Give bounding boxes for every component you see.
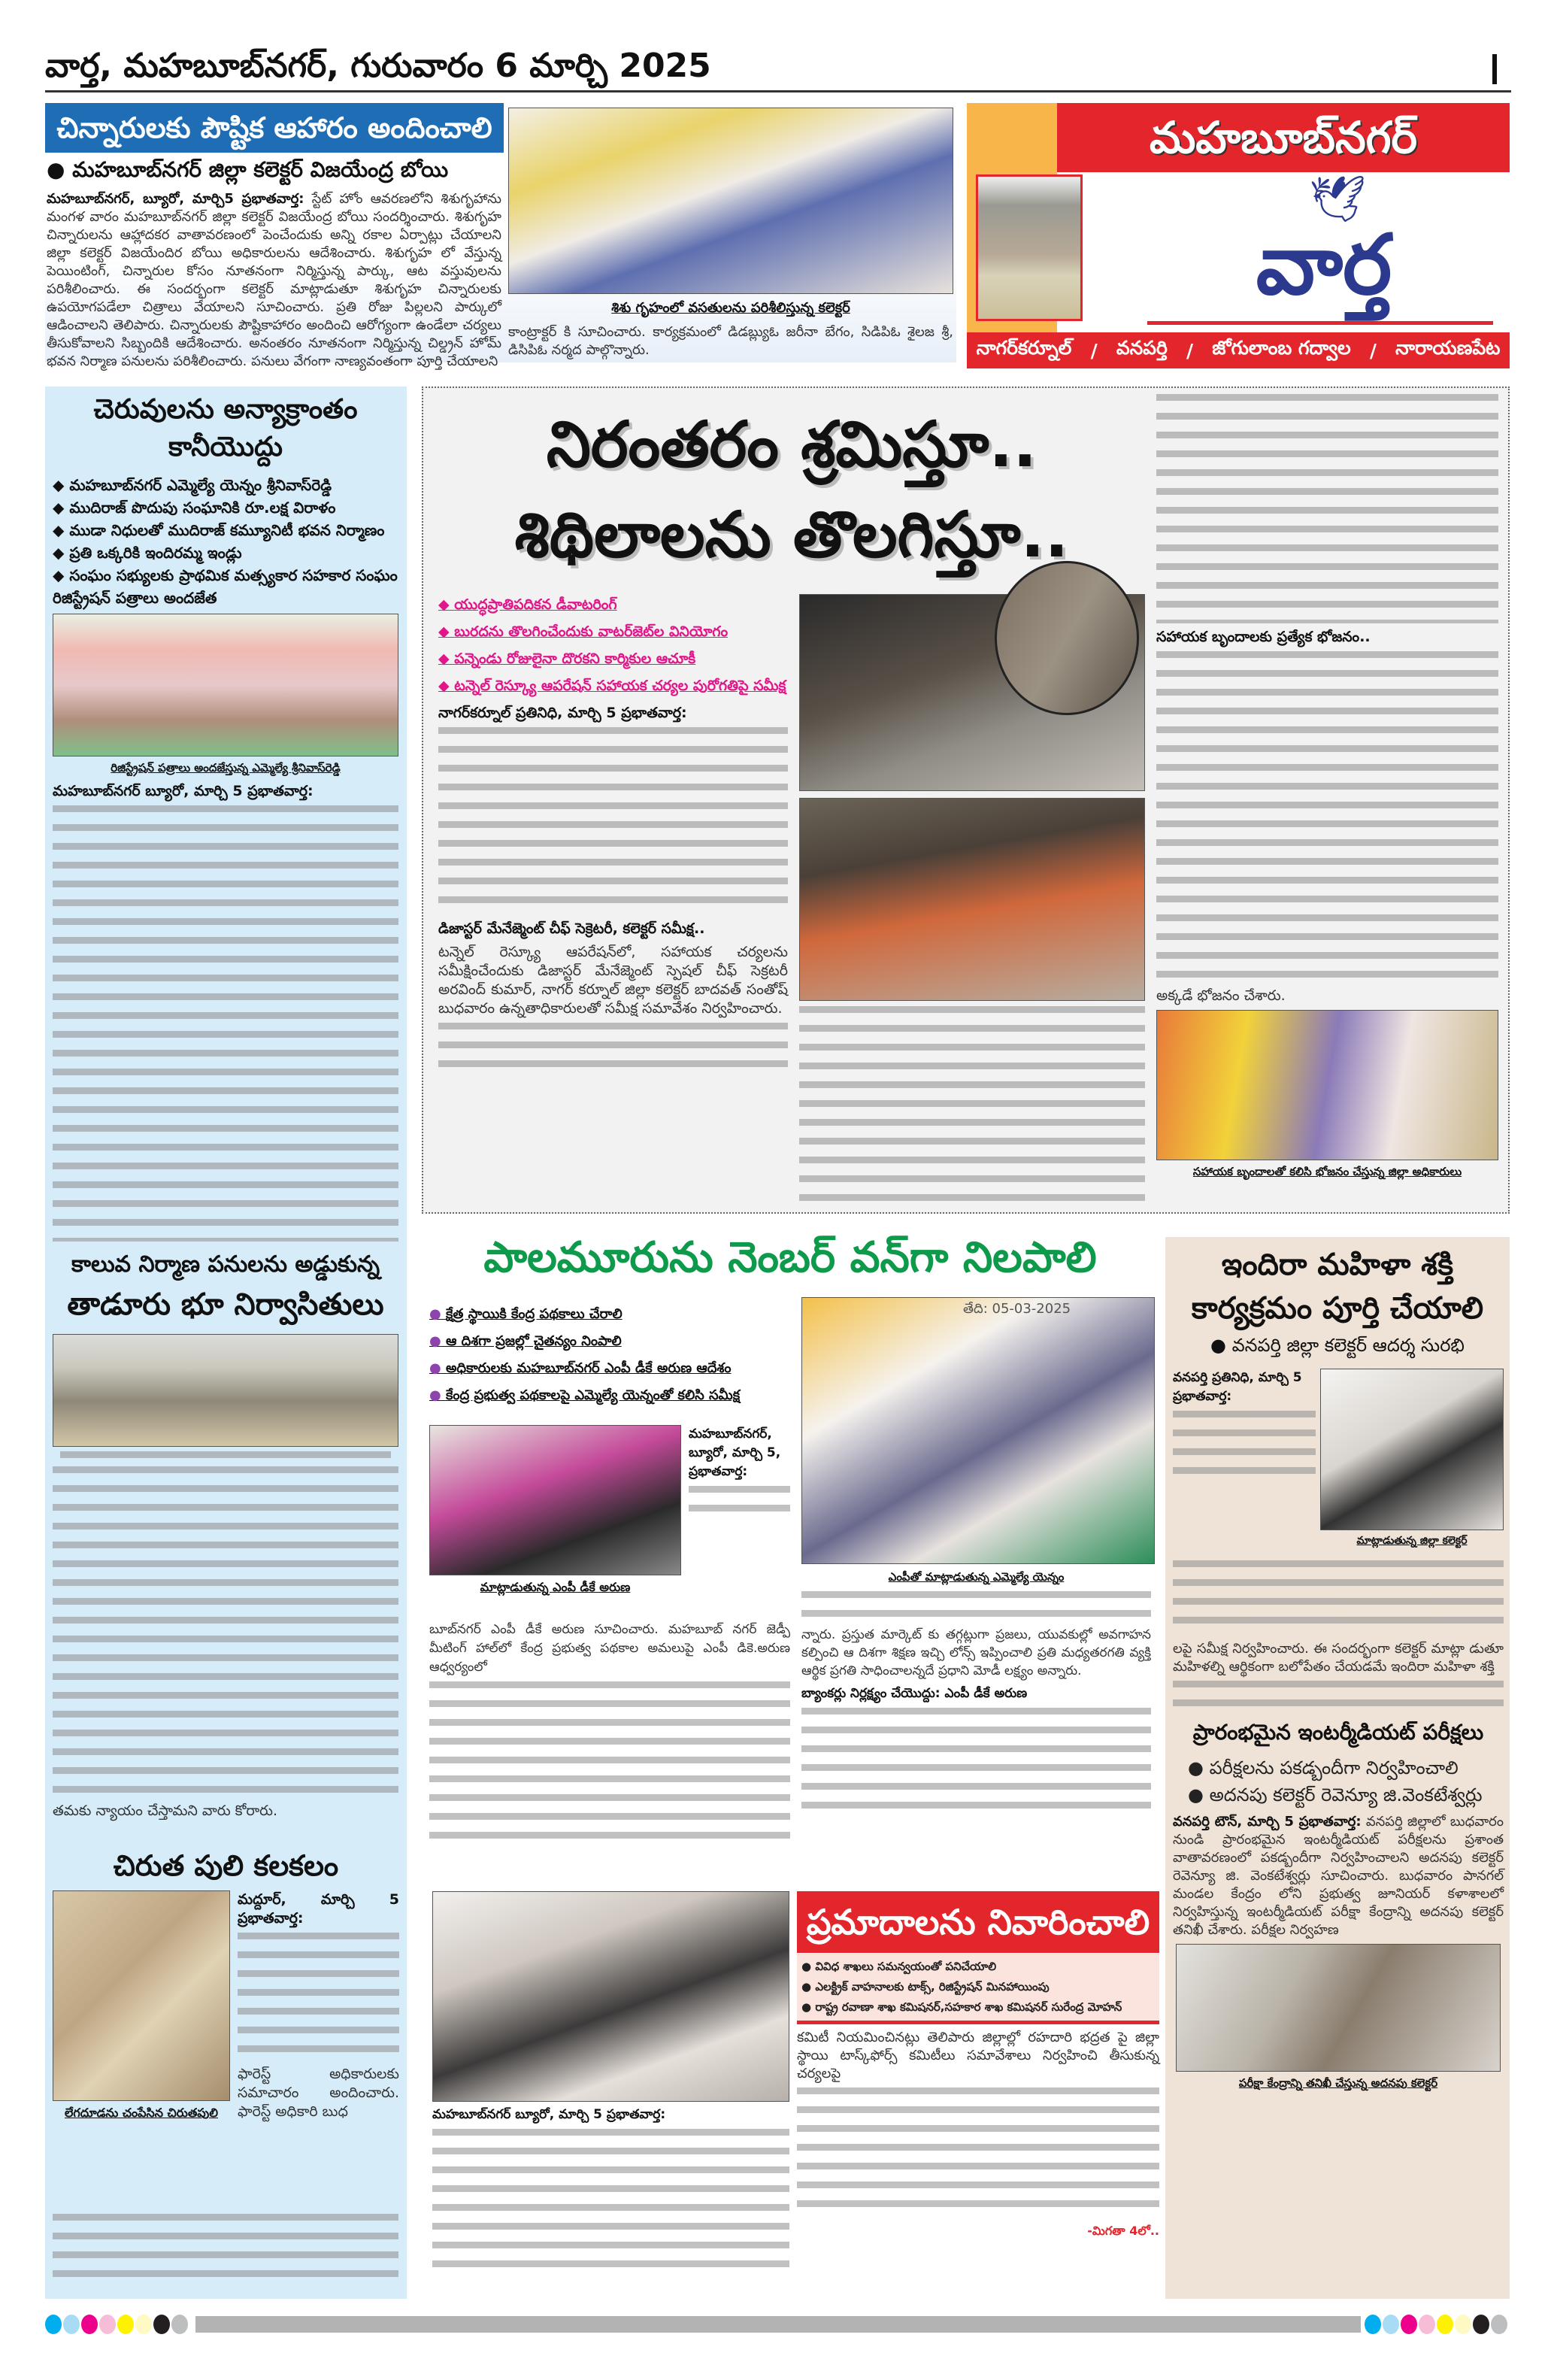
- bullet-dot-icon: ●: [429, 1306, 441, 1322]
- bullet: [429, 1355, 790, 1382]
- top-story: [45, 103, 956, 369]
- top-story-left: [47, 157, 501, 371]
- palamuru-story-body-intro: [689, 1486, 790, 1524]
- accident-story-col2: [797, 1954, 1159, 2241]
- palamuru-story-body-col2b: [801, 1708, 1151, 1821]
- bullet-text: ముడా నిధులతో ముదిరాజ్ కమ్యూనిటీ భవన నిర్మాణం: [69, 521, 385, 539]
- top-story-dateline: మహబూబ్‌నగర్, బ్యూరో, మార్చి5 ప్రభాతవార్త:: [47, 191, 304, 207]
- bullet-text: పన్నెండు రోజులైనా దొరకని కార్మికుల ఆచూకీ: [454, 650, 696, 667]
- tunnel-food-photo-caption: సహాయక బృందాలతో కలిసి భోజనం చేస్తున్న జిల్లా అధికారులు: [1192, 1165, 1462, 1178]
- palamuru-story-bullets: [429, 1301, 790, 1409]
- palamuru-story-body-col2a: [801, 1591, 1151, 1621]
- accident-story-body: కమిటీ నియమించినట్లు తెలిపారు జిల్లాల్లో రహదారి భద్రత పై జిల్లా స్థాయి టాస్క్‌ఫోర్స్ కమిటీలు సమావేశాలు నిర్వహించి తీసుకున్న చర్యలపై: [797, 2030, 1159, 2081]
- district-nagarkurnool: నాగర్‌కర్నూల్: [976, 337, 1072, 359]
- page-header-title: వార్త, మహబూబ్‌నగర్, గురువారం 6 మార్చి 2025: [45, 47, 711, 85]
- palamuru-story-headline: పాలమూరును నెంబర్ వన్‌గా నిలపాలి: [483, 1233, 1097, 1282]
- bullet-text: కేంద్ర ప్రభుత్వ పథకాలపై ఎమ్మెల్యే యెన్నంతో కలిసి సమీక్ష: [446, 1387, 741, 1403]
- tank-story-photo: [53, 614, 398, 756]
- tadur-story-closing: తమకు న్యాయం చేస్తామని వారు కోరారు.: [53, 1802, 278, 1819]
- registration-mark: [171, 2315, 188, 2334]
- indira-body-text: లపై సమీక్ష నిర్వహించారు. ఈ సందర్భంగా కలెక్టర్ మాట్లా డుతూ మహిళల్ని ఆర్థికంగా బలోపేతం చేయడమే ఇందిరా మహిళా శక్తి: [1173, 1641, 1504, 1675]
- dateline: మహబూబ్‌నగర్ బ్యూరో, మార్చి 5 ప్రభాతవార్త:: [432, 2107, 666, 2122]
- district-separator: /: [1090, 339, 1098, 362]
- registration-mark: [117, 2315, 134, 2334]
- accident-story-continued: -మిగతా 4లో..: [1087, 2224, 1159, 2238]
- leopard-story-body-snippet: ఫారెస్ట్ అధికారులకు సమాచారం అందించారు. ఫారెస్ట్ అధికారి బుధ: [238, 2066, 399, 2120]
- palamuru-story-body-left: బూబ్‌నగర్ ఎంపీ డీకే అరుణ సూచించారు. మహబూబ్ నగర్ జెడ్పీ మీటింగ్ హాల్‌లో కేంద్ర ప్రభుత్వ పథకాల అమలుపై ఎంపీ డికె.అరుణ ఆధ్వర్యంలో: [429, 1622, 790, 1675]
- leopard-story-body: [238, 1933, 399, 2060]
- bullet: [429, 1301, 790, 1328]
- tunnel-story-headline-line2: శిథిలాలను తొలగిస్తూ..: [514, 498, 1069, 572]
- tunnel-story-headlines: [438, 403, 1145, 576]
- dateline: వనపర్తి ప్రతినిధి, మార్చి 5 ప్రభాతవార్త:: [1173, 1370, 1302, 1404]
- tunnel-story-body-col1: [438, 727, 788, 915]
- tadur-story-photo-caption: [60, 1451, 391, 1462]
- registration-mark: [135, 2315, 152, 2334]
- registration-mark: [1437, 2315, 1453, 2334]
- indira-story-headline-line1: ఇందిరా మహిళా శక్తి: [1221, 1248, 1454, 1282]
- accident-story-body-col1: [432, 2129, 789, 2279]
- indira-photo-block: [1320, 1369, 1504, 1549]
- palamuru-story-col2: [801, 1570, 1151, 1821]
- registration-gray-bar: [195, 2316, 1361, 2333]
- exam-story-bullets: [1173, 1754, 1504, 1808]
- tunnel-story-food-subheading: [1156, 628, 1498, 647]
- registration-mark: [1365, 2315, 1381, 2334]
- tank-story-headline: చెరువులను అన్యాక్రాంతం కానీయొద్దు: [93, 394, 358, 462]
- indira-story-intro: [1173, 1369, 1316, 1486]
- registration-mark: [1491, 2315, 1507, 2334]
- district-wanaparthy: వనపర్తి: [1116, 337, 1168, 359]
- accident-story-col1: [432, 2106, 789, 2279]
- tank-story: [53, 394, 398, 1242]
- palamuru-story-col1: [429, 1621, 790, 1851]
- tunnel-story-dateline: [438, 704, 788, 723]
- tank-story-bullets: [53, 474, 398, 609]
- tadur-story-body: [53, 1466, 398, 1797]
- bullet: ● ఎలక్ట్రిక్ వాహనాలకు టాక్స్, రిజిస్ట్రేషన్ మినహాయింపు: [801, 1980, 1050, 1993]
- top-story-body-continued: కాంట్రాక్టర్ కి సూచించారు. కార్యక్రమంలో డిడబ్ల్యుఓ జరీనా బేగం, సిడిపిఓ శైలజ శ్రీ, డిసిపిఓ నర్మద పాల్గొన్నారు.: [508, 324, 953, 358]
- accident-meeting-photo: [432, 1891, 789, 2102]
- top-story-photo: [508, 108, 953, 294]
- leopard-story-dateline: [238, 1890, 399, 1928]
- bullet-text: ముదిరాజ్ పొదుపు సంఘానికి రూ.లక్ష విరాళం: [69, 499, 336, 517]
- tadur-story: [53, 1251, 398, 1821]
- registration-bar: [45, 2315, 1511, 2334]
- palamuru-story-body-col1: [429, 1681, 790, 1851]
- indira-story-heading: [1165, 1248, 1510, 1360]
- registration-marks-left: [45, 2315, 188, 2334]
- palamuru-story-dateline: [689, 1425, 790, 1481]
- indira-story-subhead: ● వనపర్తి జిల్లా కలెక్టర్ ఆదర్శ సురభి: [1210, 1335, 1465, 1356]
- registration-mark: [153, 2315, 170, 2334]
- tunnel-story-bullets: [438, 591, 788, 699]
- bullet: ● రాష్ట్ర రవాణా శాఖ కమిషనర్,సహకార శాఖ కమిషనర్ సురేంద్ర మోహన్: [801, 2000, 1122, 2014]
- dateline: నాగర్‌కర్నూల్ ప్రతినిధి, మార్చి 5 ప్రభాతవార్త:: [438, 705, 687, 721]
- masthead-logo-underline: [1147, 321, 1493, 325]
- top-story-headline: చిన్నారులకు పౌష్టిక ఆహారం అందించాలి: [45, 103, 504, 153]
- district-gadwal: జోగులాంబ గద్వాల: [1212, 337, 1351, 359]
- bullet-text: ఆ దిశగా ప్రజల్లో చైతన్యం నింపాలి: [446, 1333, 622, 1349]
- masthead-dam-photo: [976, 174, 1083, 321]
- tadur-story-photo: [53, 1334, 398, 1447]
- tank-story-dateline: [53, 782, 398, 801]
- tadur-story-headline-line1: కాలువ నిర్మాణ పనులను అడ్డుకున్న: [71, 1251, 380, 1278]
- tunnel-story: [422, 387, 1510, 1214]
- palamuru-photo-1-block: [429, 1425, 681, 1597]
- indira-story-body-intro: [1173, 1411, 1316, 1486]
- bullet: ◆ బురదను తొలగించేందుకు వాటర్‌జెట్‌ల వినియోగం: [438, 623, 729, 640]
- accident-story-dateline: [432, 2106, 789, 2124]
- bullet-dot-icon: ●: [429, 1387, 441, 1403]
- top-story-subhead: ● మహబూబ్‌నగర్ జిల్లా కలెక్టర్ విజయేంద్ర బోయి: [47, 157, 449, 182]
- registration-mark: [63, 2315, 80, 2334]
- palamuru-story-subheading: [801, 1684, 1151, 1703]
- header-vertical-bar: [1492, 54, 1497, 84]
- masthead-dove-icon: 🕊: [1309, 173, 1367, 226]
- bullet-text: అదనపు కలెక్టర్ రెవెన్యూ జి.వెంకటేశ్వర్లు: [1209, 1784, 1483, 1805]
- registration-mark: [1401, 2315, 1417, 2334]
- exam-photo-caption: పరీక్షా కేంద్రాన్ని తనిఖీ చేస్తున్న అదనపు కలెక్టర్: [1238, 2076, 1438, 2090]
- masthead-logo: వార్త: [1256, 217, 1392, 313]
- palamuru-photo-2-caption: ఎంపీతో మాట్లాడుతున్న ఎమ్మెల్యే యెన్నం: [888, 1570, 1065, 1584]
- indira-story-body-main: [1173, 1560, 1504, 1636]
- bullet-dot-icon: ●: [429, 1360, 441, 1376]
- registration-mark: [99, 2315, 116, 2334]
- indira-photo: [1320, 1369, 1504, 1530]
- bullet-text: యుద్ధప్రాతిపదికన డీవాటరింగ్: [454, 596, 617, 613]
- exam-body-text: వనపర్తి జిల్లాలో బుధవారం నుండి ప్రారంభమైన ఇంటర్మీడియట్ పరీక్షలను ప్రశాంత వాతావరణంలో పకడ్బందీగా నిర్వహించాలని అదనపు కలెక్టర్ రెవెన్యూ జి. వెంకటేశ్వర్లు సూచించారు. బుధవారం పానగల్ మండల కేంద్రం లోని ప్రభుత్వ జూనియర్ కళాశాలలో నిర్వహిస్తున్న ఇంటర్మీడియట్ పరీక్షా కేంద్రాన్ని అదనపు కలెక్టర్ తనిఖీ చేశారు. పరీక్షల నిర్వహణ: [1173, 1814, 1504, 1938]
- tunnel-story-col1: [438, 591, 788, 1079]
- district-narayanpet: నారాయణపేట: [1395, 337, 1501, 359]
- indira-story-dateline: [1173, 1369, 1316, 1406]
- tunnel-story-food-closing: అక్కడే భోజనం చేశారు.: [1156, 987, 1286, 1004]
- exam-headline-text: ప్రారంభమైన ఇంటర్మీడియట్ పరీక్షలు: [1192, 1720, 1484, 1745]
- palamuru-story-body-right: న్నారు. ప్రస్తుత మార్కెట్ కు తగ్గట్లుగా ప్రజలు, యువకుల్లో అవగాహన కల్పించి ఆ దిశగా శిక్షణ ఇచ్చి లోన్స్ ఇప్పించాలి ప్రతి మధ్యతరగతి వ్యక్తి ఆర్థిక ప్రగతి సాధించాలన్నదే ప్రధాని మోడీ లక్ష్యం అన్నారు.: [801, 1627, 1151, 1678]
- registration-mark: [1419, 2315, 1435, 2334]
- leopard-story-body-continued: [53, 2214, 398, 2289]
- bullet: ● అదనపు కలెక్టర్ రెవెన్యూ జి.వెంకటేశ్వర్లు: [1188, 1784, 1483, 1805]
- dateline: మహబూబ్‌నగర్, బ్యూరో, మార్చి 5, ప్రభాతవార్త:: [689, 1426, 781, 1479]
- header-rule: [45, 90, 1511, 92]
- palamuru-photo-2: [801, 1297, 1155, 1564]
- registration-mark: [81, 2315, 98, 2334]
- bullet-text: ప్రతి ఒక్కరికి ఇందిరమ్మ ఇండ్లు: [69, 544, 242, 562]
- exam-classroom-photo: [1176, 1944, 1501, 2072]
- tunnel-story-body-col3: [1156, 394, 1498, 623]
- tunnel-story-body: టన్నెల్ రెస్క్యూ ఆపరేషన్‌లో, సహాయక చర్యలను సమీక్షించేందుకు డిజాస్టర్ మేనేజ్మెంట్ స్పెషల్ చీఫ్ సెక్రటరీ అరవింద్ కుమార్, నాగర్ కర్నూల్ జిల్లా కలెక్టర్ బాదవత్ సంతోష్ బుధవారం ఉన్నతాధికారులతో సమీక్ష సమావేశం నిర్వహించారు.: [438, 944, 788, 1017]
- bullet-dot-icon: ●: [429, 1333, 441, 1349]
- palamuru-story-intro: [689, 1425, 790, 1524]
- bullet-text: అధికారులకు మహబూబ్‌నగర్ ఎంపీ డీకే అరుణ ఆదేశం: [446, 1360, 732, 1376]
- bullet-text: పరీక్షలను పకడ్బందీగా నిర్వహించాలి: [1209, 1757, 1459, 1778]
- leopard-photo-block: [53, 1890, 230, 2123]
- top-story-body: [47, 190, 501, 371]
- top-story-right: [508, 300, 953, 359]
- top-story-body-text: స్టేట్ హోం ఆవరణలోని శిశుగృహాను మంగళ వారం మహబూబ్‌నగర్ జిల్లా కలెక్టర్ విజయేంద్ర బోయి సందర్శించారు. శిశుగృహ చిన్నారులను ఆహ్లాదకర వాతావరణంలో పెంచేందుకు అన్ని రకాల ఏర్పాట్లు చేయాలని జిల్లా కలెక్టర్ విజయేందిర బోయి అధికారులను ఆదేశించారు. శిశుగృహ లో వేస్తున్న పెయింటింగ్, చిన్నారుల కోసం నూతనంగా నిర్మిస్తున్న పార్కు, ఆట వస్తువులను పరిశీలించారు. ఈ సందర్భంగా కలెక్టర్ మాట్లాడుతూ శిశుగృహ చిన్నారులకు ఉపయోగపడేలా చిత్రాలు వేయాలని సూచించారు. ప్రతి రోజు పిల్లలని పార్కులో ఆడించాలని తెలిపారు. చిన్నారులకు పౌష్టికాహారం అందించి ఆరోగ్యంగా ఉండేలా చర్యలు తీసుకోవాలని సిబ్బందికి ఆదేశించారు. అనంతరం నూతనంగా నిర్మిస్తున్న చిల్డ్రన్ హోమ్ భవన నిర్మాణ పనులను పరిశీలించారు. పనులు వేగంగా నాణ్యవంతంగా పూర్తి చేయాలని: [47, 191, 501, 369]
- registration-mark: [1473, 2315, 1489, 2334]
- tunnel-food-photo: [1156, 1010, 1498, 1160]
- bullet-text: వివిధ శాఖలు సమన్వయంతో పనిచేయాలి: [815, 1960, 997, 1973]
- bullet-text: సంఘం సభ్యులకు ప్రాథమిక మత్స్యకార సహకార సంఘం రిజిస్ట్రేషన్ పత్రాలు అందజేత: [53, 566, 398, 607]
- district-separator: /: [1186, 339, 1194, 362]
- bullet: [429, 1382, 790, 1409]
- bullet-text: మహబూబ్‌నగర్ ఎమ్మెల్యే యెన్నం శ్రీనివాస్‌రెడ్డి: [69, 476, 332, 494]
- bullet-text: బురదను తొలగించేందుకు వాటర్‌జెట్‌ల వినియోగం: [454, 623, 729, 640]
- district-separator: /: [1369, 339, 1377, 362]
- accident-story-body-col2: [797, 2087, 1159, 2219]
- bullet-text: టన్నెల్ రెస్క్యూ ఆపరేషన్ సహాయక చర్యల పురోగతిపై సమీక్ష: [454, 678, 786, 694]
- bullet-text: రాష్ట్ర రవాణా శాఖ కమిషనర్,సహకార శాఖ కమిషనర్ సురేంద్ర మోహన్: [815, 2000, 1122, 2014]
- tunnel-story-headline-line1: నిరంతరం శ్రమిస్తూ..: [546, 408, 1038, 481]
- palamuru-story: [422, 1226, 1155, 1869]
- indira-story-body: [1173, 1640, 1504, 1676]
- tunnel-story-body-col3b: [1156, 651, 1498, 982]
- dateline: వనపర్తి టౌన్, మార్చి 5 ప్రభాతవార్త:: [1173, 1814, 1362, 1830]
- subheading: బ్యాంకర్లు నిర్లక్ష్యం చేయొద్దు: ఎంపీ డీకే అరుణ: [801, 1686, 1028, 1701]
- exam-story-headline: [1173, 1720, 1504, 1750]
- registration-mark: [1383, 2315, 1399, 2334]
- registration-mark: [1455, 2315, 1471, 2334]
- masthead-districts: [967, 332, 1510, 368]
- tunnel-photo-2: [799, 798, 1145, 1001]
- bullet: ◆ యుద్ధప్రాతిపదికన డీవాటరింగ్: [438, 596, 617, 613]
- bullet-text: క్షేత్ర స్థాయికి కేంద్ర పథకాలు చేరాలి: [446, 1306, 623, 1322]
- tunnel-story-body-col1-end: [438, 1023, 788, 1079]
- bullet: ◆ టన్నెల్ రెస్క్యూ ఆపరేషన్ సహాయక చర్యల పురోగతిపై సమీక్ష: [438, 678, 786, 694]
- bullet: ● వివిధ శాఖలు సమన్వయంతో పనిచేయాలి: [801, 1960, 997, 1973]
- leopard-story-text: [238, 1890, 399, 2121]
- indira-story-headline-line2: కార్యక్రమం పూర్తి చేయాలి: [1191, 1291, 1484, 1326]
- subheading: డిజాస్టర్ మేనేజ్మెంట్ చీఫ్ సెక్రెటరీ, కలెక్టర్ సమీక్ష..: [438, 920, 705, 937]
- masthead-city: మహబూబ్‌నగర్: [1057, 103, 1510, 172]
- bullet: ◆ ముదిరాజ్ పొదుపు సంఘానికి రూ.లక్ష విరాళం: [53, 499, 336, 517]
- indira-photo-caption: మాట్లాడుతున్న జిల్లా కలెక్టర్: [1356, 1535, 1468, 1547]
- tunnel-story-subheading: [438, 920, 788, 938]
- accident-story-bullets: [797, 1954, 1159, 2024]
- tunnel-story-body-col2: [799, 1006, 1145, 1205]
- dateline: మహబూబ్‌నగర్ బ్యూరో, మార్చి 5 ప్రభాతవార్త:: [53, 783, 314, 799]
- tunnel-story-col3: [1156, 394, 1498, 1181]
- indira-column: [1165, 1237, 1510, 2299]
- bullet: [429, 1328, 790, 1355]
- tank-story-photo-caption: రిజిస్ట్రేషన్ పత్రాలు అందజేస్తున్న ఎమ్మెల్యే శ్రీనివాస్‌రెడ్డి: [111, 761, 341, 775]
- leopard-story-headline: చిరుత పులి కలకలం: [113, 1849, 339, 1882]
- leopard-story-photo-caption: లేగదూడను చంపేసిన చిరుతపులి: [65, 2106, 218, 2120]
- registration-marks-right: [1365, 2315, 1507, 2334]
- indira-story-body-end: [1173, 1681, 1504, 1711]
- accident-story-headline: ప్రమాదాలను నివారించాలి: [797, 1891, 1159, 1953]
- tank-story-body: [53, 805, 398, 1242]
- palamuru-photo-1-caption: మాట్లాడుతున్న ఎంపీ డీకే అరుణ: [480, 1580, 631, 1594]
- palamuru-photo-banner-date: తేది: 05-03-2025: [963, 1301, 1071, 1317]
- tadur-story-headline-line2: తాడూరు భూ నిర్వాసితులు: [67, 1287, 384, 1322]
- registration-mark: [45, 2315, 62, 2334]
- top-story-photo-caption: శిశు గృహంలో వసతులను పరిశీలిస్తున్న కలెక్టర్: [611, 300, 850, 316]
- palamuru-photo-1: [429, 1425, 681, 1575]
- exam-story-body: [1173, 1813, 1504, 1939]
- bullet-text: ఎలక్ట్రిక్ వాహనాలకు టాక్స్, రిజిస్ట్రేషన్ మినహాయింపు: [815, 1980, 1050, 1993]
- bullet: ◆ ముడా నిధులతో ముదిరాజ్ కమ్యూనిటీ భవన నిర్మాణం: [53, 521, 385, 539]
- tunnel-photo-inset-circle: [995, 561, 1139, 715]
- dateline: మద్దూర్, మార్చి 5 ప్రభాతవార్త:: [238, 1891, 399, 1927]
- left-column: [45, 387, 407, 2299]
- bullet: ◆ సంఘం సభ్యులకు ప్రాథమిక మత్స్యకార సహకార సంఘం రిజిస్ట్రేషన్ పత్రాలు అందజేత: [53, 566, 398, 607]
- leopard-story-photo: [53, 1890, 230, 2101]
- bullet: ● పరీక్షలను పకడ్బందీగా నిర్వహించాలి: [1188, 1757, 1459, 1778]
- bullet: ◆ మహబూబ్‌నగర్ ఎమ్మెల్యే యెన్నం శ్రీనివాస్‌రెడ్డి: [53, 476, 332, 494]
- indira-story-main: [1173, 1560, 1504, 2093]
- masthead: [967, 103, 1510, 368]
- bullet: ◆ పన్నెండు రోజులైనా దొరకని కార్మికుల ఆచూకీ: [438, 650, 696, 667]
- bullet: ◆ ప్రతి ఒక్కరికి ఇందిరమ్మ ఇండ్లు: [53, 544, 242, 562]
- subheading: సహాయక బృందాలకు ప్రత్యేక భోజనం..: [1156, 629, 1371, 645]
